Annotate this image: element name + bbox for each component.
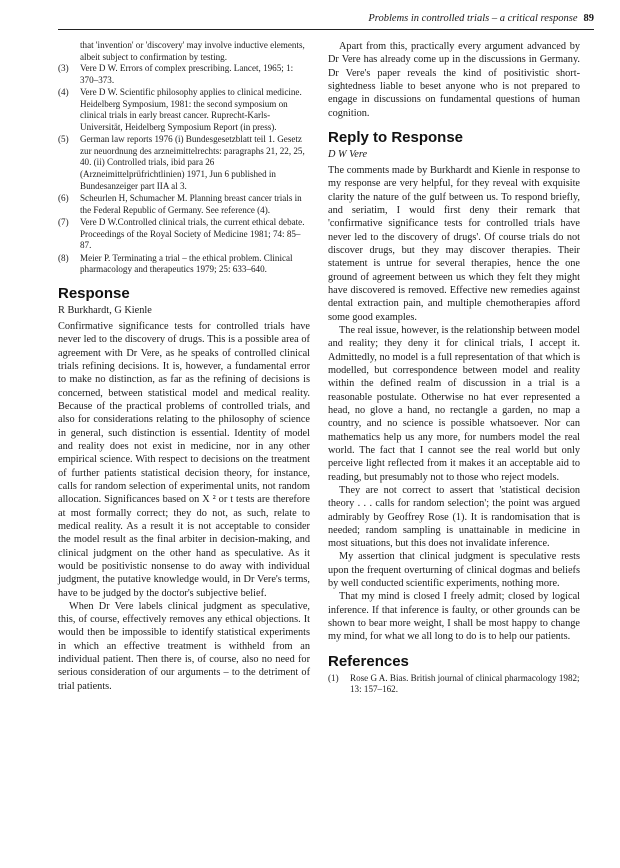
body-paragraph: They are not correct to assert that 'statistical decision theory . . . calls for random selection'; the point was argued admirably by Geoffrey Rose (1). It is randomisation that is needed; random sampling is unattainable in medicine in most situations, but this does not invalidate inference. — [328, 484, 580, 550]
section-heading-reply: Reply to Response — [328, 128, 464, 146]
reference-continuation — [58, 40, 310, 63]
body-paragraph: My assertion that clinical judgment is speculative rests upon the frequent overturning of clinical dogmas and beliefs by well conducted scientific experiments, nothing more. — [328, 551, 580, 590]
body-paragraph: The comments made by Burkhardt and Kienle in response to my response are very helpful, for they reveal with exquisite clarity the nature of the gulf between us. To respond briefly, and seriatim, I would first deny their remark that 'confirmative significance tests for controlled trials have never led to the discovery of drugs'. Of course trials do not discover drugs, but they may discover therapies. Their statement is untrue for several therapies, hence the one ground of agreement between us which they felt they might have discovered is removed. Effective new remedies against dental extraction pain, and multiple chemotherapies afford some good examples. — [328, 164, 580, 323]
body-paragraph: When Dr Vere labels clinical judgment as speculative, this, of course, effectively removes any ethical objections. It would then be impossible to identify statistical experiments in which an effective treatment is withheld from an individual patient. Then there is, of course, also no need for serious consideration of our arguments – to the detriment of trial patients. — [58, 600, 310, 692]
reference-item: (8) Meier P. Terminating a trial – the ethical problem. Clinical pharmacology and therapeutics 1979; 25: 633–640. — [58, 252, 293, 275]
running-title: Problems in controlled trials – a critical response — [368, 13, 578, 24]
running-header — [368, 13, 594, 24]
left-column — [58, 40, 310, 693]
right-column — [328, 40, 580, 697]
header-rule — [58, 29, 594, 30]
reference-item: (1) Rose G A. Bias. British journal of clinical pharmacology 1982; 13: 157–162. — [328, 672, 580, 695]
reference-item: (7) Vere D W.Controlled clinical trials, the current ethical debate. Proceedings of the Royal Society of Medicine 1981; 74: 85–87. — [58, 217, 305, 251]
section-heading-references: References — [328, 652, 409, 670]
section-heading-response: Response — [58, 284, 130, 302]
reference-list — [58, 63, 310, 276]
response-authors: R Burkhardt, G Kienle — [58, 304, 152, 316]
page-number: 89 — [583, 13, 594, 24]
body-paragraph: The real issue, however, is the relationship between model and reality; they deny it for clinical trials, I accept it. Admittedly, no model is a full representation of that which is modelled, but correspondence between model and reality within the defined realm of discussion in a trial is a reasonable postulate. Otherwise no hat ever represented a head, no glove a hand, no rectangle a garden, no map a country, and no science is possible whatsoever. Nor can mathematics help us any more, for numbers model the real world. The fact that I cannot see the real world but only perceive light reflected from it makes it an acceptable aid to reading, but presumably not to those who reject models. — [328, 324, 580, 483]
reference-item: (5) German law reports 1976 (i) Bundesgesetzblatt teil 1. Gesetz zur neuordnung des arzneimittelrechts: paragraphs 21, 22, 25, 40. (ii) Controlled trials, ibid para 26 (Arzneimittelprüfrichtlinien) 1971, Jun 6 published in Bundesanzeiger part IIA al 3. — [58, 134, 305, 191]
reference-list — [328, 673, 580, 696]
reference-item: (6) Scheurlen H, Schumacher M. Planning breast cancer trials in the Federal Republic of Germany. See reference (4). — [58, 193, 302, 215]
body-paragraph: Apart from this, practically every argument advanced by Dr Vere has already come up in the discussions in Germany. Dr Vere's paper reveals the kind of positivistic short-sightedness liable to beset anyone who is not prepared to engage in discussions on fundamental questions of human cognition. — [328, 41, 580, 119]
body-paragraph: That my mind is closed I freely admit; closed by logical inference. If that inference is faulty, or other grounds can be shown to bear more weight, I shall be most happy to change my mind, for what we all long to do is to help our patients. — [328, 591, 580, 643]
reply-author: D W Vere — [328, 148, 368, 160]
reference-continuation-text: that 'invention' or 'discovery' may involve inductive elements, albeit subject to confirmation by testing. — [80, 40, 305, 62]
reference-item: (4) Vere D W. Scientific philosophy applies to clinical medicine. Heidelberg Symposium, 1981: the second symposium on clinical trials in early breast cancer. Ruprecht-Karls-Universität, Heidelberg Symposium Report (in press). — [58, 87, 302, 132]
body-paragraph: Confirmative significance tests for controlled trials have never led to the discovery of drugs. This is a possible area of agreement with Dr Vere, as he speaks of controlled clinical trials refining decisions. It is, however, a fundamental error to make no distinction, as far as the refining of decisions is concerned, between statistical model and medical reality. Because of the practical problems of controlled trials, and also for considerations relating to the philosophy of science in general, such distinction is essential. Identity of model and reality does not exist in medicine, nor in any other empirical science. With respect to decisions on the treatment of further patients statistical decision theory, for instance, calls for random selection of experimental units, not random allocation. Significances based on Χ ² or t tests are therefore at most formally correct; they do not, as such, relate to medical reality. As a result it is not acceptable to consider the model result as the final arbiter in decision-making, and clinical judgment on the other hand as speculative. As it would be positivistic nonsense to do away with individual judgment, the putative knowledge would, in Dr Vere's terms, have to be judged by the doctor's subjective belief. — [58, 320, 310, 599]
reference-item: (3) Vere D W. Errors of complex prescribing. Lancet, 1965; 1: 370–373. — [58, 63, 294, 85]
